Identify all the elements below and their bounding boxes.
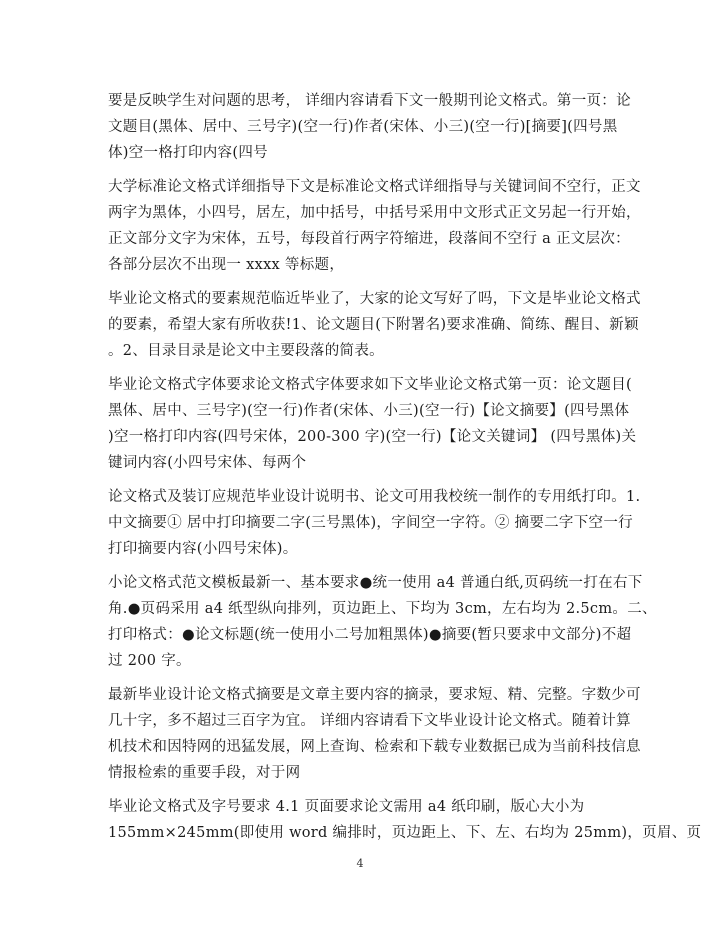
text-line: )空一格打印内容(四号宋体，200-300 字)(空一行)【论文关键词】 (四号黑体)关	[108, 429, 637, 445]
text-line: 的要素，希望大家有所收获!1、论文题目(下附署名)要求准确、简练、醒目、新颖	[108, 317, 639, 333]
text-line: 键词内容(小四号宋体、每两个	[108, 455, 307, 471]
text-line: 过 200 字。	[108, 653, 191, 669]
text-line: 155mm×245mm(即使用 word 编排时，页边距上、下、左、右均为 25mm)，页眉、页	[108, 825, 702, 841]
paragraph-8	[108, 794, 702, 846]
text-line: 。2、目录目录是论文中主要段落的简表。	[108, 343, 384, 359]
text-line: 两字为黑体，小四号，居左，加中括号，中括号采用中文形式正文另起一行开始，	[108, 205, 641, 221]
text-line: 角.●页码采用 a4 纸型纵向排列，页边距上、下均为 3cm，左右均为 2.5cm。二、	[108, 601, 657, 617]
text-line: 几十字，多不超过三百字为宜。 详细内容请看下文毕业设计论文格式。随着计算	[108, 713, 631, 729]
text-line: 毕业论文格式的要素规范临近毕业了，大家的论文写好了吗，下文是毕业论文格式	[108, 291, 641, 307]
page-number: 4	[356, 857, 364, 870]
paragraph-2	[108, 174, 641, 278]
text-line: 文题目(黑体、居中、三号字)(空一行)作者(宋体、小三)(空一行)[摘要](四号黑	[108, 119, 618, 135]
paragraph-3	[108, 286, 641, 364]
paragraph-7	[108, 682, 641, 786]
text-line: 打印摘要内容(小四号宋体)。	[108, 541, 298, 557]
text-line: 要是反映学生对问题的思考， 详细内容请看下文一般期刊论文格式。第一页：论	[108, 93, 631, 109]
text-line: 小论文格式范文模板最新一、基本要求●统一使用 a4 普通白纸,页码统一打在右下	[108, 575, 643, 591]
text-line: 黑体、居中、三号字)(空一行)作者(宋体、小三)(空一行)【论文摘要】(四号黑体	[108, 403, 630, 419]
paragraph-5	[108, 484, 641, 562]
text-line: 毕业论文格式及字号要求 4.1 页面要求论文需用 a4 纸印刷，版心大小为	[108, 799, 585, 815]
text-line: 大学标准论文格式详细指导下文是标准论文格式详细指导与关键词间不空行，正文	[108, 179, 641, 195]
paragraph-4	[108, 372, 637, 476]
text-line: 中文摘要① 居中打印摘要二字(三号黑体)，字间空一字符。② 摘要二字下空一行	[108, 515, 633, 531]
text-line: 打印格式：●论文标题(统一使用小二号加粗黑体)●摘要(暂只要求中文部分)不超	[108, 627, 632, 643]
text-line: 机技术和因特网的迅猛发展，网上查询、检索和下载专业数据已成为当前科技信息	[108, 739, 641, 755]
text-line: 体)空一格打印内容(四号	[108, 145, 268, 161]
text-line: 情报检索的重要手段，对于网	[108, 765, 301, 781]
text-line: 毕业论文格式字体要求论文格式字体要求如下文毕业论文格式第一页：论文题目(	[108, 377, 632, 393]
document-body	[108, 88, 702, 854]
paragraph-6	[108, 570, 657, 674]
text-line: 论文格式及装订应规范毕业设计说明书、论文可用我校统一制作的专用纸打印。1.	[108, 489, 641, 505]
text-line: 正文部分文字为宋体，五号，每段首行两字符缩进，段落间不空行 a 正文层次：	[108, 231, 630, 247]
text-line: 最新毕业设计论文格式摘要是文章主要内容的摘录，要求短、精、完整。字数少可	[108, 687, 641, 703]
text-line: 各部分层次不出现一 xxxx 等标题，	[108, 257, 345, 273]
paragraph-1	[108, 88, 631, 166]
